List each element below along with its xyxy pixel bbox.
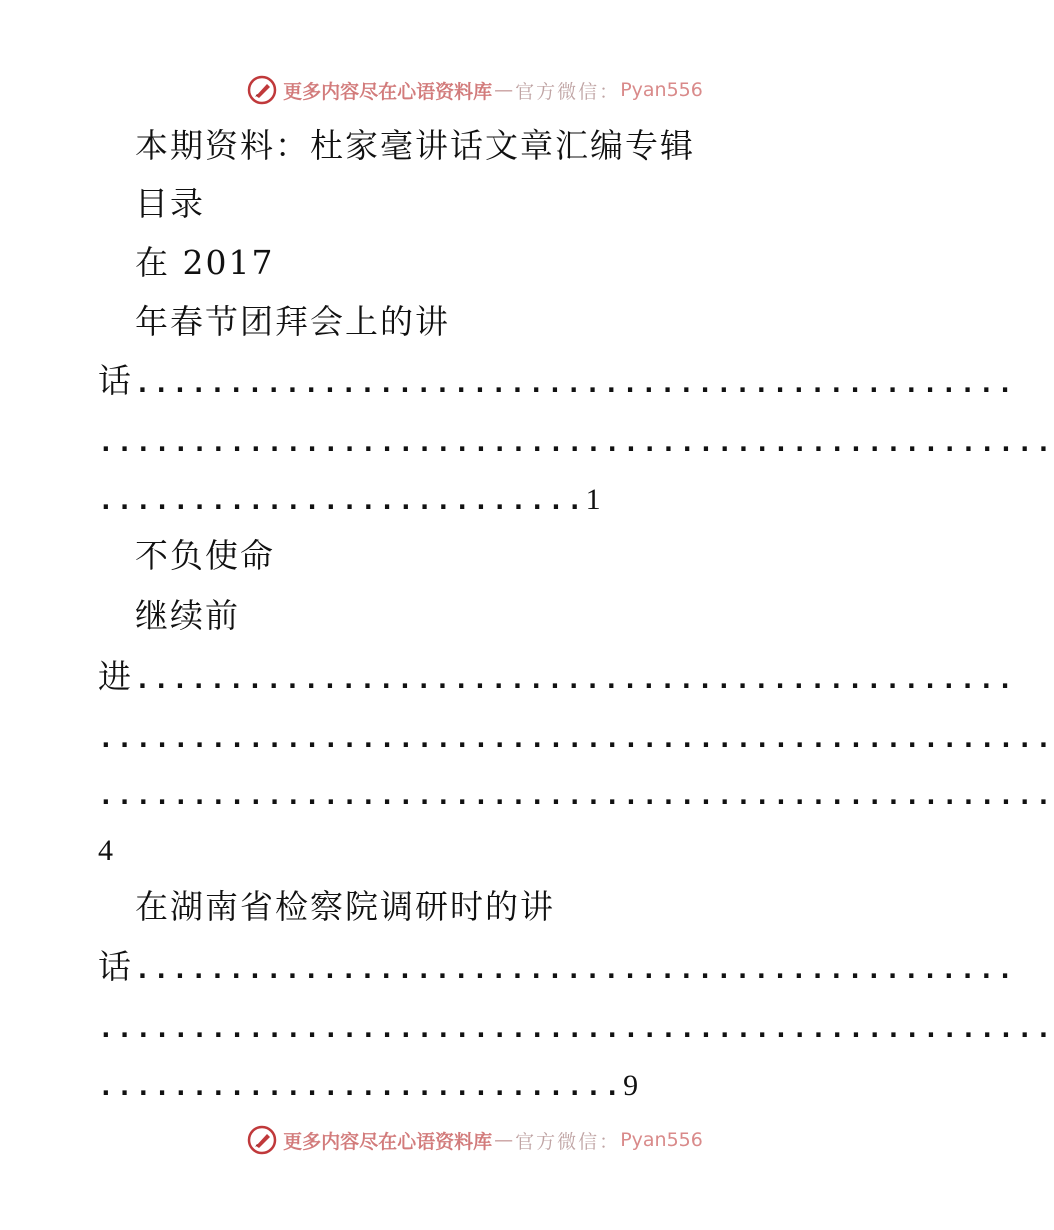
toc-entry-2-leader-row-3 bbox=[98, 773, 1054, 813]
dot-leader: ................................................... bbox=[98, 724, 1054, 754]
pen-logo-icon bbox=[247, 1125, 277, 1155]
watermark-dash: — bbox=[494, 79, 514, 101]
pen-logo-icon bbox=[247, 75, 277, 105]
toc-entry-2-leader-row-1 bbox=[98, 657, 1017, 697]
dot-leader: ............................................... bbox=[134, 369, 1017, 399]
dot-leader: ............................ bbox=[98, 1072, 624, 1102]
toc-entry-1-page-number: 1 bbox=[585, 483, 601, 516]
toc-entry-1-leader-row-3 bbox=[98, 478, 843, 518]
toc-entry-3-page-number: 9 bbox=[623, 1069, 639, 1102]
watermark-banner-bottom bbox=[0, 1120, 950, 1160]
toc-entry-2-page-number bbox=[98, 829, 113, 869]
toc-title: 目录 bbox=[135, 184, 205, 223]
dot-leader: .......................... bbox=[98, 486, 586, 516]
dot-leader: ................................................... bbox=[98, 428, 1054, 458]
toc-entry-3-leader-row-2 bbox=[98, 1006, 1054, 1046]
toc-entry-1-leader-row-2 bbox=[98, 420, 1054, 460]
toc-entry-1-leader-row-1 bbox=[98, 361, 1017, 401]
toc-entry-2-line-1: 不负使命 bbox=[135, 536, 275, 575]
toc-entry-1-line-2: 年春节团拜会上的讲 bbox=[135, 302, 450, 341]
toc-entry-2-leader-row-2 bbox=[98, 716, 1054, 756]
toc-entry-1-line-1: 在 2017 bbox=[135, 243, 275, 282]
watermark-banner-top bbox=[0, 70, 950, 110]
toc-entry-3-leader-row-3 bbox=[98, 1064, 843, 1104]
toc-entry-2-tail: 进 bbox=[98, 657, 135, 696]
watermark-wechat-label: 官方微信： bbox=[515, 80, 621, 103]
watermark-brand: 更多内容尽在心语资料库 bbox=[283, 1130, 493, 1153]
toc-entry-3-leader-row-1 bbox=[98, 947, 1017, 987]
watermark-brand: 更多内容尽在心语资料库 bbox=[283, 80, 493, 103]
watermark-handle: Pyan556 bbox=[620, 79, 703, 101]
dot-leader: ................................................... bbox=[98, 781, 1054, 811]
toc-entry-2-page-value: 4 bbox=[98, 834, 113, 867]
toc-entry-3-tail: 话 bbox=[98, 947, 135, 986]
watermark-handle: Pyan556 bbox=[620, 1129, 703, 1151]
dot-leader: ............................................... bbox=[134, 665, 1017, 695]
dot-leader: ............................................... bbox=[134, 955, 1017, 985]
document-heading: 本期资料：杜家毫讲话文章汇编专辑 bbox=[135, 126, 695, 165]
toc-entry-1-tail: 话 bbox=[98, 361, 135, 400]
watermark-dash: — bbox=[494, 1129, 514, 1151]
watermark-wechat-label: 官方微信： bbox=[515, 1130, 621, 1153]
toc-entry-2-line-2: 继续前 bbox=[135, 596, 240, 635]
dot-leader: ................................................... bbox=[98, 1014, 1054, 1044]
toc-entry-3-line-1: 在湖南省检察院调研时的讲 bbox=[135, 887, 555, 926]
